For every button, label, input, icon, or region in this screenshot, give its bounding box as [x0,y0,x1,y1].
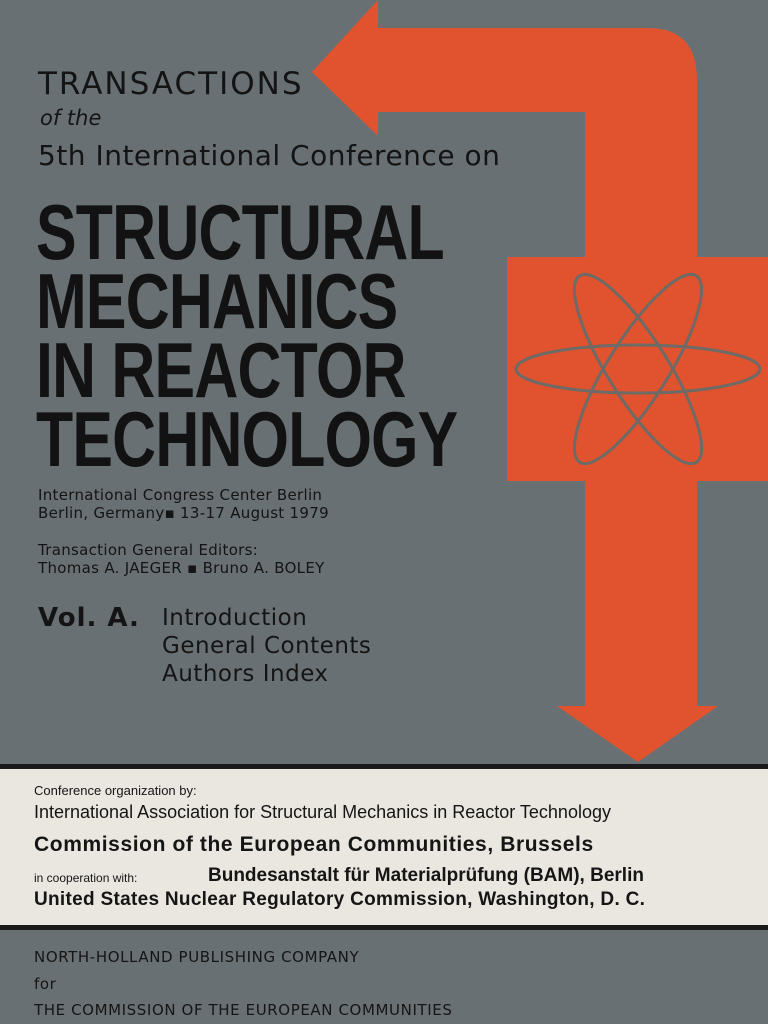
arrow-bend [585,28,697,260]
cooperation-label: in cooperation with: [34,871,138,885]
volume-content-2: General Contents [162,633,372,659]
conference-heading: 5th International Conference on [38,139,501,172]
publisher-line-2: for [34,975,57,993]
volume-content-1: Introduction [162,605,308,631]
editors-label: Transaction General Editors: [38,541,259,559]
cooperation-usnrc: United States Nuclear Regulatory Commission, Washington, D. C. [34,889,646,910]
main-title-line-1: STRUCTURAL [36,188,444,276]
organization-cec: Commission of the European Communities, Brussels [34,833,594,856]
venue-line-1: International Congress Center Berlin [38,486,323,504]
volume-content-3: Authors Index [162,661,329,687]
atom-square [507,257,768,481]
organization-label: Conference organization by: [34,783,197,798]
band-rule-bottom [0,925,768,930]
main-title-line-2: MECHANICS [36,257,398,345]
main-title-line-4: TECHNOLOGY [36,395,458,483]
editors-names: Thomas A. JAEGER ▪ Bruno A. BOLEY [38,559,325,577]
of-the-text: of the [40,106,102,130]
cooperation-bam: Bundesanstalt für Materialprüfung (BAM), Berlin [208,865,644,886]
main-title-line-3: IN REACTOR [36,326,406,414]
organization-iasmirt: International Association for Structural Mechanics in Reactor Technology [34,802,611,822]
venue-line-2: Berlin, Germany▪ 13-17 August 1979 [38,504,329,522]
transactions-heading: TRANSACTIONS [38,66,304,102]
arrow-shaft-down [585,481,697,707]
organization-band [0,769,768,925]
publisher-line-3: THE COMMISSION OF THE EUROPEAN COMMUNITIES [34,1001,453,1019]
arrow-head-down [557,706,718,762]
publisher-line-1: NORTH-HOLLAND PUBLISHING COMPANY [34,948,360,966]
volume-label: Vol. A. [38,603,140,633]
